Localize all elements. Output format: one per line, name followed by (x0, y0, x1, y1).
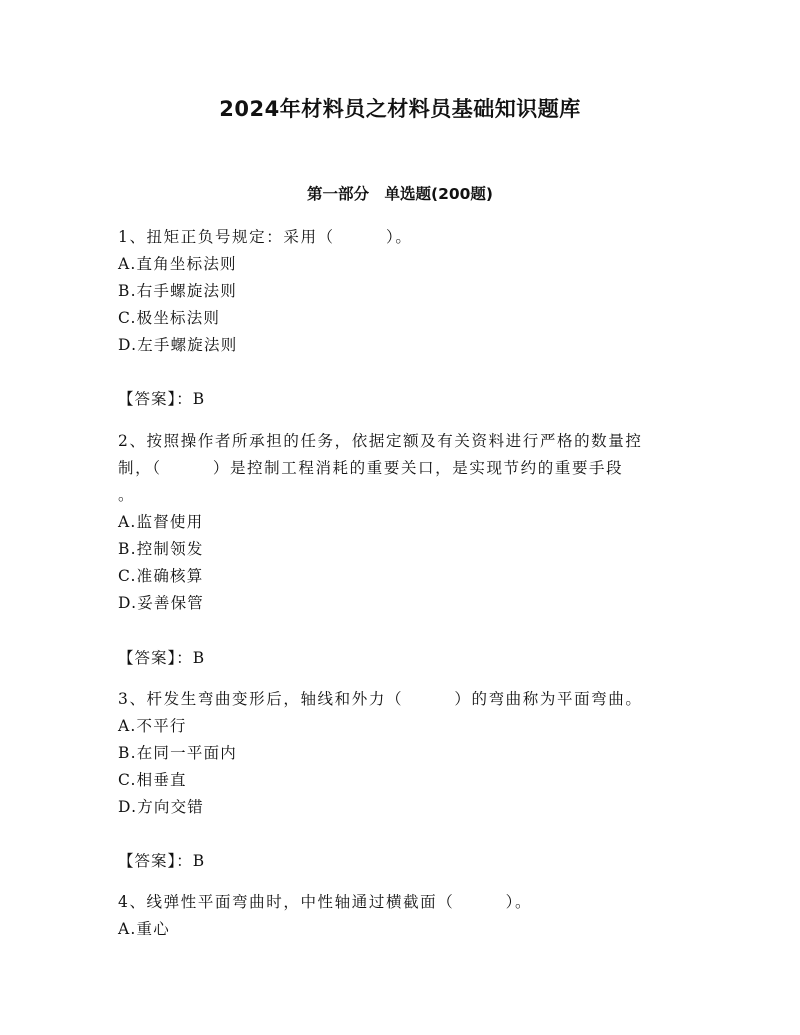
question-2-option-c: C.准确核算 (118, 567, 204, 585)
question-1-option-c: C.极坐标法则 (118, 309, 221, 327)
question-2-option-b: B.控制领发 (118, 540, 204, 558)
question-2-stem-line-2: 制，（ ）是控制工程消耗的重要关口，是实现节约的重要手段 (118, 459, 624, 477)
question-1-option-d: D.左手螺旋法则 (118, 336, 238, 354)
question-4-option-a: A.重心 (118, 920, 170, 938)
question-1-stem: 1、扭矩正负号规定：采用（ ）。 (118, 228, 413, 246)
section-title: 第一部分 单选题(200题) (306, 185, 494, 203)
question-3-option-d: D.方向交错 (118, 798, 205, 816)
question-2-answer: 【答案】：B (118, 649, 206, 667)
question-3-stem: 3、杆发生弯曲变形后，轴线和外力（ ）的弯曲称为平面弯曲。 (118, 690, 643, 708)
question-1-option-a: A.直角坐标法则 (118, 255, 237, 273)
question-2-option-d: D.妥善保管 (118, 594, 205, 612)
question-3-option-b: B.在同一平面内 (118, 744, 237, 762)
question-2-stem-line-1: 2、按照操作者所承担的任务，依据定额及有关资料进行严格的数量控 (118, 432, 643, 450)
question-3-option-c: C.相垂直 (118, 771, 187, 789)
question-4-stem: 4、线弹性平面弯曲时，中性轴通过横截面（ ）。 (118, 893, 533, 911)
document-title: 2024年材料员之材料员基础知识题库 (219, 97, 581, 121)
question-3-option-a: A.不平行 (118, 717, 187, 735)
question-1-option-b: B.右手螺旋法则 (118, 282, 237, 300)
question-3-answer: 【答案】：B (118, 852, 206, 870)
question-1-answer: 【答案】：B (118, 390, 206, 408)
question-2-option-a: A.监督使用 (118, 513, 204, 531)
question-2-stem-line-3: 。 (118, 486, 136, 504)
